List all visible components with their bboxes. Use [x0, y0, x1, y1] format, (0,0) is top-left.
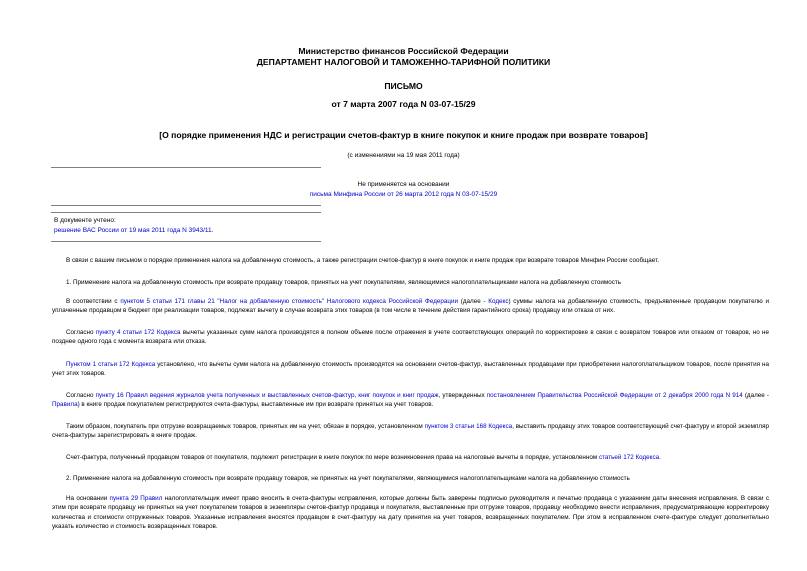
text: ) в книге продаж покупателем регистрируются счета-фактуры, выставленные им при возврате принятых на учет товаров.: [77, 401, 434, 409]
text: Счет-фактура, полученный продавцом товаров от покупателя, подлежит регистрации в книге покупок по мере возникновения права на налоговые вычеты в порядке, установленном: [66, 454, 599, 461]
text: Таким образом, покупатель при отгрузке возвращаемых товаров, принятых им на учет, обязан в порядке, установленном: [66, 423, 425, 430]
not-applied-text: Не применяется на основании: [357, 181, 450, 188]
divider: [51, 212, 321, 213]
divider: [51, 205, 321, 206]
text: (далее -: [742, 392, 769, 399]
code-link[interactable]: Кодекс: [488, 298, 509, 305]
amendments-note: (с изменениями на 19 мая 2011 года): [347, 152, 460, 159]
divider: [51, 167, 321, 168]
article-168-3-link[interactable]: пунктом 3 статьи 168 Кодекса: [424, 423, 513, 430]
divider: [51, 241, 321, 242]
ministry-name: Министерство финансов Российской Федерации: [298, 46, 509, 56]
text: , выставить продавцу этих товаров соответствующий счет-фактуру и второй экземпляр счета-фактуры зарегистрировать в книге продаж.: [52, 423, 770, 440]
punct: .: [211, 227, 214, 234]
doc-title: [О порядке применения НДС и регистрации счетов-фактур в книге покупок и книге продаж при возврате товаров]: [159, 130, 648, 140]
paragraph-intro: [52, 256, 769, 265]
section-2-heading: [52, 474, 769, 483]
text: , утвержденных: [438, 392, 487, 399]
text: .: [659, 454, 661, 461]
paragraph-4: [52, 328, 769, 347]
text: Согласно: [66, 329, 96, 336]
not-applied-link[interactable]: письма Минфина России от 26 марта 2012 года N 03-07-15/29: [309, 191, 498, 198]
paragraph-5: [52, 360, 769, 379]
article-172-1-link[interactable]: Пунктом 1 статьи 172 Кодекса: [66, 361, 156, 368]
text: Согласно: [66, 392, 96, 399]
vas-decision-link[interactable]: решение ВАС России от 19 мая 2011 года N 3943/11: [54, 227, 212, 234]
paragraph-3: [52, 297, 769, 316]
text: (далее -: [458, 298, 489, 305]
paragraph-text: В связи с вашим письмом о порядке применения налога на добавленную стоимость, а также регистрации счетов-фактур в книге покупок и книге продаж при возврате товаров Минфин России сообщает.: [66, 257, 660, 264]
taken-into-account-line: [54, 226, 213, 235]
paragraph-text: 1. Применение налога на добавленную стоимость при возврате продавцу товаров, принятых на учет покупателями, являющимися налогоплательщиками налога на добавленную стоимость: [66, 279, 622, 286]
text: установлено, что вычеты сумм налога на добавленную стоимость производятся на основании счетов-фактур, выставленных продавцами при приобретении налогоплательщиком товаров, после принятия на учет этих товаров.: [52, 361, 769, 378]
government-decree-link[interactable]: постановлением Правительства Российской Федерации от 2 декабря 2000 года N 914: [486, 392, 743, 399]
paragraph-8: [52, 453, 769, 462]
paragraph-6: [52, 391, 769, 410]
rules-29-link[interactable]: пункта 29 Правил: [109, 495, 163, 502]
text: В соответствии с: [66, 298, 121, 305]
text: На основании: [66, 495, 110, 502]
taken-into-account-label: В документе учтено:: [54, 217, 116, 224]
doc-type: ПИСЬМО: [384, 81, 423, 91]
rules-16-link[interactable]: пункту 16 Правил ведения журналов учета полученных и выставленных счетов-фактур, книг покупок и книг продаж: [95, 392, 439, 399]
paragraph-text: 2. Применение налога на добавленную стоимость при возврате продавцу товаров, не принятых на учет покупателями, являющимися налогоплательщиками налога на добавленную стоимость: [66, 475, 630, 482]
text: вычеты указанных сумм налога производятся в полном объеме после отражения в учете соответствующих операций по корректировке в связи с возвратом товаров или отказом от товаров, но не позднее одного года с момента возврата или отказа.: [52, 329, 769, 346]
rules-link[interactable]: Правила: [52, 401, 78, 409]
article-172-4-link[interactable]: пункту 4 статьи 172 Кодекса: [95, 329, 181, 336]
text: ) суммы налога на добавленную стоимость, предъявленные продавцом покупателю и уплаченные продавцом в бюджет при реализации товаров, подлежат вычету в случае возврата этих товаров (в том числе в течение действия гарантийного срока) продавцу или отказа от них.: [52, 298, 770, 315]
paragraph-10: [52, 494, 769, 532]
not-applied-line: [0, 190, 807, 199]
doc-date-number: от 7 марта 2007 года N 03-07-15/29: [331, 99, 476, 109]
section-1-heading: [52, 278, 769, 287]
paragraph-7: [52, 422, 769, 441]
department-name: ДЕПАРТАМЕНТ НАЛОГОВОЙ И ТАМОЖЕННО-ТАРИФНОЙ ПОЛИТИКИ: [256, 57, 551, 67]
text: налогоплательщик имеет право вносить в счета-фактуры исправления, которые должны быть заверены подписью руководителя и печатью продавца с указанием даты внесения исправления. В связи с этим при возврате продавцу не принятых на учет покупателем товаров в экземпляры счетов-фактур продавца и покупателя, выставленные при отгрузке товаров, продавцу необходимо внести исправления, предусматривающие корректировку количества и стоимости отгруженных товаров. Указанные исправления вносятся продавцом в счет-фактуру на дату принятия на учет товаров, возвращенных покупателем. При этом в исправленном счете-фактуре следует дополнительно указать количество и стоимость возвращенных товаров.: [52, 495, 769, 531]
tax-code-link[interactable]: пунктом 5 статьи 171 главы 21 "Налог на добавленную стоимость" Налогового кодекса Российской Федерации: [120, 298, 459, 305]
article-172-link[interactable]: статьей 172 Кодекса: [598, 454, 660, 461]
